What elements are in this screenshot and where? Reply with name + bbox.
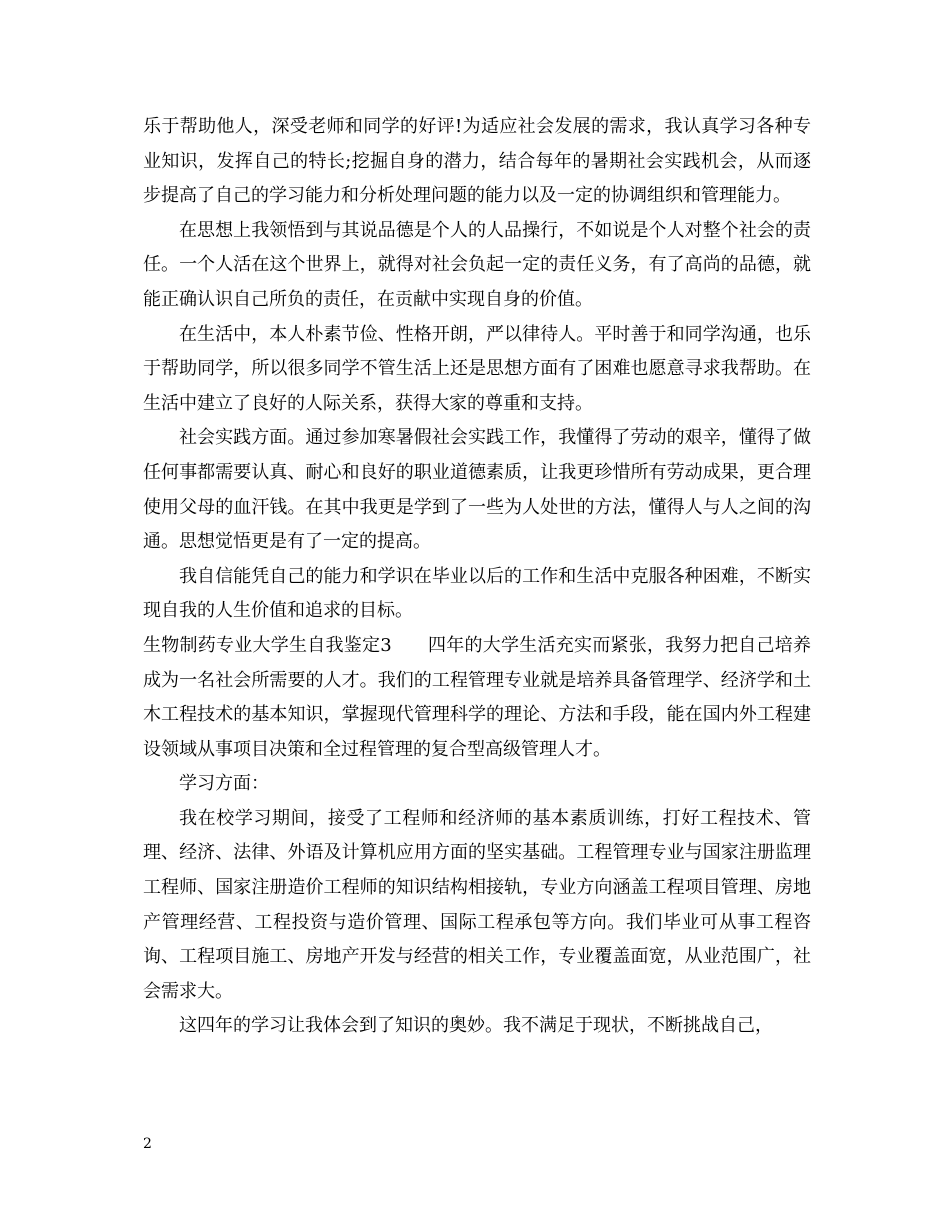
paragraph-5: 我自信能凭自己的能力和学识在毕业以后的工作和生活中克服各种困难，不断实现自我的人生价值和追求的目标。 — [143, 565, 811, 622]
paragraph-3: 在生活中，本人朴素节俭、性格开朗，严以律待人。平时善于和同学沟通，也乐于帮助同学，所以很多同学不管生活上还是思想方面有了困难也愿意寻求我帮助。在生活中建立了良好的人际关系，获得大家的尊重和支持。 — [143, 323, 811, 414]
paragraph-4: 社会实践方面。通过参加寒暑假社会实践工作，我懂得了劳动的艰辛，懂得了做任何事都需要认真、耐心和良好的职业道德素质，让我更珍惜所有劳动成果，更合理使用父母的血汗钱。在其中我更是学到了一些为人处世的方法，懂得人与人之间的沟通。思想觉悟更是有了一定的提高。 — [143, 427, 811, 553]
section-paragraph — [143, 629, 811, 767]
section-intro: 四年的大学生活充实而紧张，我努力把自己培养成为一名社会所需要的人才。我们的工程管理专业就是培养具备管理学、经济学和土木工程技术的基本知识，掌握现代管理科学的理论、方法和手段，能在国内外工程建设领域从事项目决策和全过程管理的复合型高级管理人才。 — [143, 634, 811, 760]
page-number: 2 — [143, 1136, 152, 1152]
study-paragraph-1: 我在校学习期间，接受了工程师和经济师的基本素质训练，打好工程技术、管理、经济、法律、外语及计算机应用方面的坚实基础。工程管理专业与国家注册监理工程师、国家注册造价工程师的知识结构相接轨，专业方向涵盖工程项目管理、房地产管理经营、工程投资与造价管理、国际工程承包等方向。我们毕业可从事工程咨询、工程项目施工、房地产开发与经营的相关工作，专业覆盖面宽，从业范围广，社会需求大。 — [143, 807, 811, 1002]
paragraph-1: 乐于帮助他人，深受老师和同学的好评!为适应社会发展的需求，我认真学习各种专业知识，发挥自己的特长;挖掘自身的潜力，结合每年的暑期社会实践机会，从而逐步提高了自己的学习能力和分析处理问题的能力以及一定的协调组织和管理能力。 — [143, 116, 811, 207]
study-paragraph-2: 这四年的学习让我体会到了知识的奥妙。我不满足于现状，不断挑战自己， — [179, 1015, 773, 1037]
study-heading: 学习方面： — [179, 773, 269, 795]
paragraph-2: 在思想上我领悟到与其说品德是个人的人品操行，不如说是个人对整个社会的责任。一个人活在这个世界上，就得对社会负起一定的责任义务，有了高尚的品德，就能正确认识自己所负的责任，在贡献中实现自身的价值。 — [143, 219, 811, 310]
section-heading: 生物制药专业大学生自我鉴定3 — [143, 634, 392, 656]
document-body — [143, 110, 811, 1044]
